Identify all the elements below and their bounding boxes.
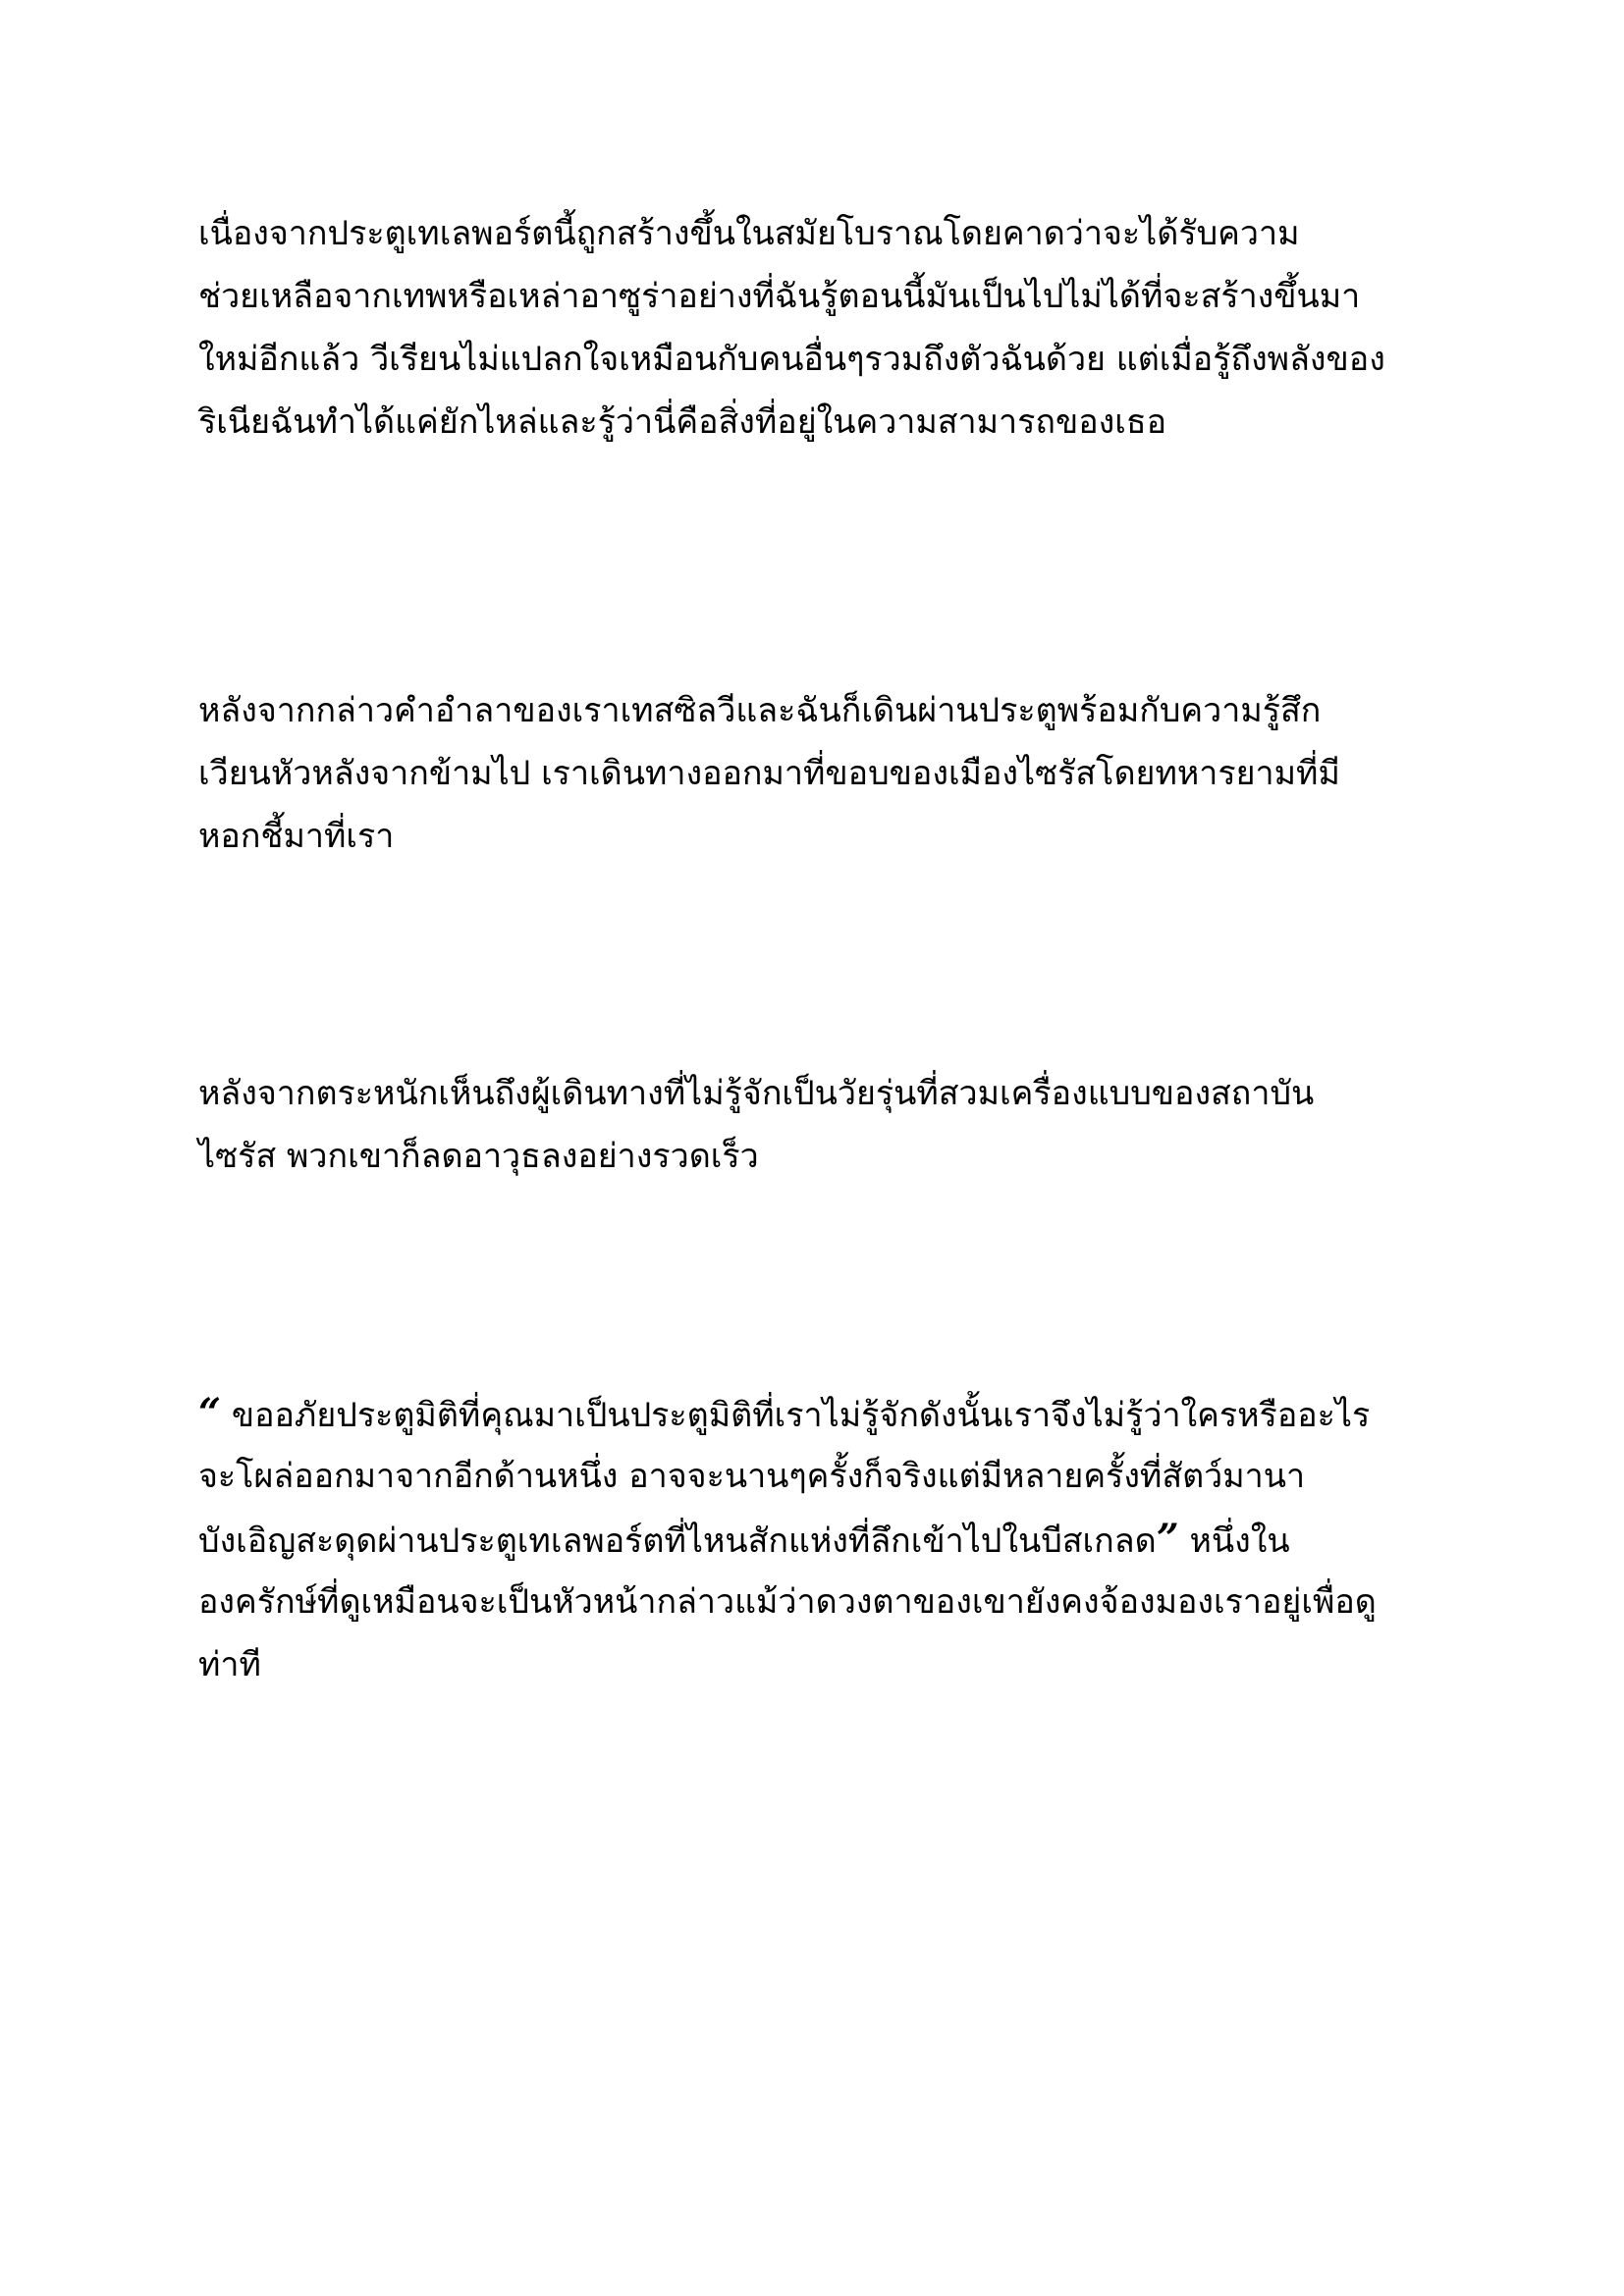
text-line: เนื่องจากประตูเทเลพอร์ตนี้ถูกสร้างขึ้นในสมัยโบราณโดยคาดว่าจะได้รับความ bbox=[198, 214, 1300, 253]
text-line: ริเนียฉันทำได้แค่ยักไหล่และรู้ว่านี่คือสิ่งที่อยู่ในความสามารถของเธอ bbox=[198, 402, 1167, 442]
text-segment: หนึ่งใน bbox=[1178, 1522, 1290, 1561]
paragraph-3 bbox=[198, 1062, 1465, 1188]
open-quote-mark: “ bbox=[198, 1390, 222, 1436]
paragraph-2 bbox=[198, 679, 1465, 868]
text-line: หลังจากตระหนักเห็นถึงผู้เดินทางที่ไม่รู้จักเป็นวัยรุ่นที่สวมเครื่องแบบของสถาบัน bbox=[198, 1074, 1315, 1113]
text-line: จะโผล่ออกมาจากอีกด้านหนึ่ง อาจจะนานๆครั้งก็จริงแต่มีหลายครั้งที่สัตว์มานา bbox=[198, 1457, 1306, 1496]
text-segment: ขออภัยประตูมิติที่คุณมาเป็นประตูมิติที่เราไม่รู้จักดังนั้นเราจึงไม่รู้ว่าใครหรืออะไร bbox=[221, 1396, 1371, 1435]
text-line bbox=[198, 1508, 1465, 1571]
text-line: หอกชี้มาที่เรา bbox=[198, 817, 395, 856]
text-line: หลังจากกล่าวคำอำลาของเราเทสซิลวีและฉันก็เดินผ่านประตูพร้อมกับความรู้สึก bbox=[198, 691, 1322, 730]
text-line: องครักษ์ที่ดูเหมือนจะเป็นหัวหน้ากล่าวแม้ว่าดวงตาของเขายังคงจ้องมองเราอยู่เพื่อดู bbox=[198, 1582, 1377, 1622]
text-line: เวียนหัวหลังจากข้ามไป เราเดินทางออกมาที่ขอบของเมืองไซรัสโดยทหารยามที่มี bbox=[198, 754, 1340, 793]
text-line: ท่าที bbox=[198, 1645, 261, 1684]
text-line: ไซรัส พวกเขาก็ลดอาวุธลงอย่างรวดเร็ว bbox=[198, 1137, 759, 1176]
text-line: ช่วยเหลือจากเทพหรือเหล่าอาซูร่าอย่างที่ฉันรู้ตอนนี้มันเป็นไปไม่ได้ที่จะสร้างขึ้นมา bbox=[198, 277, 1361, 316]
paragraph-1 bbox=[198, 202, 1465, 454]
text-segment: บังเอิญสะดุดผ่านประตูเทเลพอร์ตที่ไหนสักแห่งที่ลึกเข้าไปในบีสเกลด bbox=[198, 1522, 1157, 1561]
paragraph-4-dialogue bbox=[198, 1382, 1465, 1696]
text-line: ใหม่อีกแล้ว วีเรียนไม่แปลกใจเหมือนกับคนอื่นๆรวมถึงตัวฉันด้วย แต่เมื่อรู้ถึงพลังของ bbox=[198, 340, 1385, 379]
close-quote-mark: ” bbox=[1156, 1516, 1179, 1562]
text-line bbox=[198, 1382, 1465, 1445]
